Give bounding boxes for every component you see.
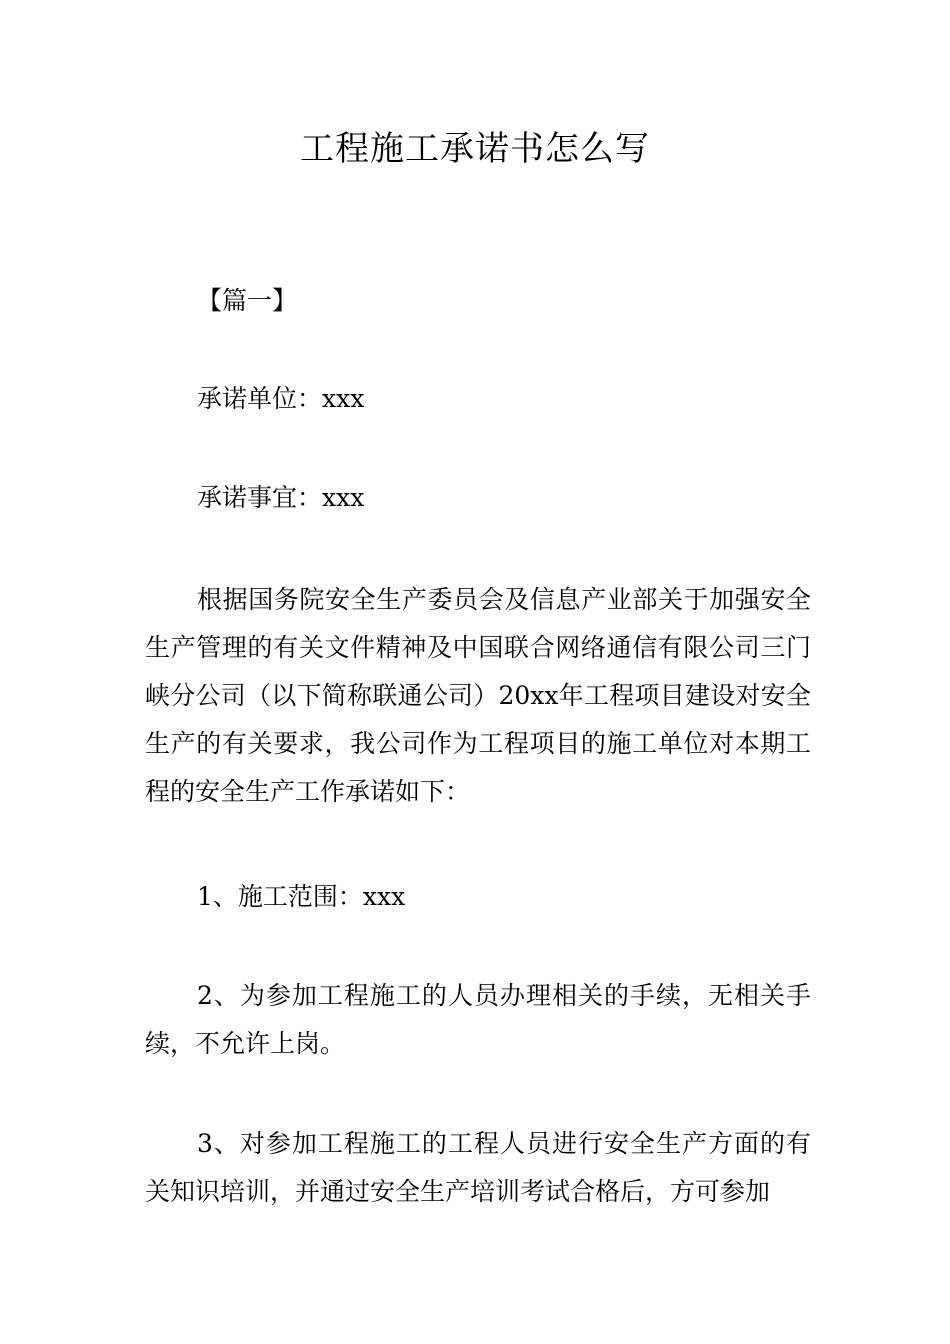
- commitment-matter-line: 承诺事宜：xxx: [197, 483, 365, 512]
- section-heading: 【篇一】: [197, 286, 298, 315]
- intro-paragraph: 根据国务院安全生产委员会及信息产业部关于加强安全生产管理的有关文件精神及中国联合网络通信有限公司三门峡分公司（以下简称联通公司）20xx年工程项目建设对安全生产的有关要求，我公司作为工程项目的施工单位对本期工程的安全生产工作承诺如下：: [145, 585, 811, 806]
- document-title: 工程施工承诺书怎么写: [300, 129, 650, 169]
- list-item-1: 1、施工范围：xxx: [197, 882, 406, 911]
- list-item-3: 3、对参加工程施工的工程人员进行安全生产方面的有关知识培训，并通过安全生产培训考试合格后，方可参加: [145, 1129, 811, 1206]
- list-item-2: 2、为参加工程施工的人员办理相关的手续，无相关手续，不允许上岗。: [145, 981, 811, 1058]
- commitment-unit-line: 承诺单位：xxx: [197, 384, 365, 413]
